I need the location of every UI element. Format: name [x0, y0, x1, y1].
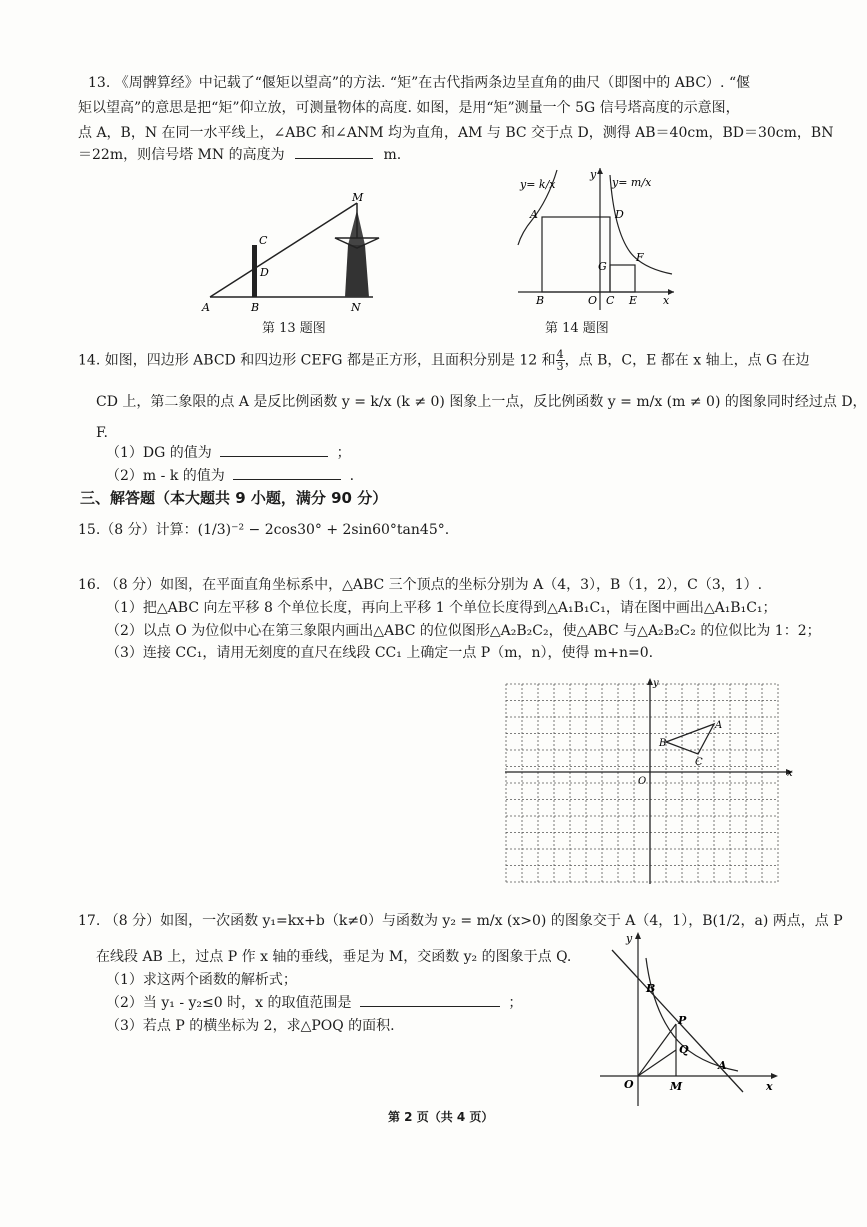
- q14-sub2-text: （2）m - k 的值为: [106, 468, 225, 484]
- curve-y2: [646, 958, 738, 1071]
- q13-line4-text: ＝22m，则信号塔 MN 的高度为: [78, 147, 285, 163]
- label-E: E: [629, 294, 638, 307]
- q17-label-O: O: [624, 1078, 634, 1091]
- q17-sub2: [106, 994, 522, 1012]
- q14-sub2-blank[interactable]: [233, 467, 341, 480]
- label-C: C: [606, 294, 615, 307]
- label-D: D: [260, 266, 269, 279]
- label-fn-m: y= m/x: [612, 176, 652, 189]
- q17-sub2-end: ；: [508, 995, 523, 1011]
- q14-sub2-end: .: [349, 468, 355, 484]
- grid-label-C: C: [695, 757, 703, 768]
- q13-line3: 点 A，B，N 在同一水平线上，∠ABC 和∠ANM 均为直角，AM 与 BC 交于点 D，测得 AB＝40cm，BD＝30cm，BN: [78, 125, 834, 141]
- q17-line2: 在线段 AB 上，过点 P 作 x 轴的垂线，垂足为 M，交函数 y₂ 的图象于点 Q.: [96, 949, 572, 965]
- q17-label-M: M: [670, 1080, 683, 1093]
- label-y: y: [590, 168, 597, 181]
- y-arrow: [597, 168, 603, 174]
- frac-den: 3: [556, 360, 564, 373]
- label-D: D: [615, 208, 624, 221]
- q13-caption: 第 13 题图: [262, 321, 326, 336]
- q16-grid: [505, 676, 795, 884]
- q14-line3: F.: [96, 425, 108, 441]
- q17-sub3: （3）若点 P 的横坐标为 2，求△POQ 的面积.: [106, 1018, 395, 1034]
- grid-label-x: x: [787, 768, 793, 779]
- ruler-bar: [252, 245, 257, 297]
- q17-line1-a: 17. （8 分）如图，一次函数 y₁=kx+b（k≠0）与函数为 y₂ =: [78, 913, 473, 929]
- q17-label-A: A: [718, 1059, 727, 1072]
- q17-figure: [598, 928, 783, 1108]
- page-footer: 第 2 页（共 4 页）: [388, 1110, 494, 1124]
- tower-base: [345, 245, 369, 297]
- grid-label-B: B: [659, 738, 667, 749]
- square-CEFG: [610, 265, 635, 292]
- q14-line1: [78, 349, 810, 372]
- q13-line1: 13. 《周髀算经》中记载了“偃矩以望高”的方法. “矩”在古代指两条边呈直角的曲尺（即图中的 ABC）. “偃: [88, 75, 751, 91]
- q14-fraction: [556, 349, 565, 372]
- q13-line4-unit: m.: [383, 147, 402, 163]
- q17-label-y: y: [626, 932, 633, 945]
- q14-figure: [512, 160, 682, 315]
- q17-sub2-text: （2）当 y₁ - y₂≤0 时，x 的取值范围是: [106, 995, 352, 1011]
- q17-x-arrow: [771, 1073, 778, 1079]
- q17-label-Q: Q: [679, 1043, 689, 1056]
- q16-sub3: （3）连接 CC₁，请用无刻度的直尺在线段 CC₁ 上确定一点 P（m，n），使得 m+n=0.: [106, 645, 654, 661]
- label-O: O: [588, 294, 598, 307]
- q14-caption: 第 14 题图: [545, 321, 609, 336]
- segment-OQ: [638, 1050, 676, 1076]
- q17-label-B: B: [646, 982, 656, 995]
- q14-sub1-end: ；: [336, 445, 351, 461]
- label-fn-k: y= k/x: [520, 178, 556, 191]
- label-M: M: [352, 191, 364, 204]
- grid-label-O: O: [638, 776, 647, 787]
- section-3-heading: 三、解答题（本大题共 9 小题，满分 90 分）: [80, 489, 388, 507]
- q13-line4: [78, 146, 401, 164]
- q17-line1-b: m/x (x>0) 的图象交于 A（4，1），B(1/2，a) 两点，点 P: [476, 913, 843, 929]
- segment-OP: [638, 1024, 676, 1076]
- grid-label-y: y: [653, 678, 659, 689]
- frac-num: 4: [556, 348, 564, 361]
- q17-label-P: P: [678, 1014, 687, 1027]
- label-B: B: [251, 301, 260, 314]
- q16-line1: 16. （8 分）如图，在平面直角坐标系中，△ABC 三个顶点的坐标分别为 A（4，3），B（1，2），C（3，1）.: [78, 577, 763, 593]
- label-B: B: [536, 294, 545, 307]
- q17-y-arrow: [635, 932, 641, 939]
- q14-sub1-blank[interactable]: [220, 444, 328, 457]
- q13-answer-blank[interactable]: [295, 146, 373, 159]
- q14-line1-text: 14. 如图，四边形 ABCD 和四边形 CEFG 都是正方形，且面积分别是 12 和: [78, 352, 556, 369]
- q15: 15.（8 分）计算：(1/3)⁻² − 2cos30° + 2sin60°tan45°.: [78, 522, 450, 538]
- triangle-ABC: [666, 724, 714, 754]
- grid-label-A: A: [715, 720, 723, 731]
- label-A: A: [202, 301, 210, 314]
- q14-line2: [96, 393, 867, 411]
- q17-sub1: （1）求这两个函数的解析式；: [106, 972, 297, 988]
- q14-line1-rest: ，点 B，C，E 都在 x 轴上，点 G 在边: [564, 352, 810, 369]
- q14-line2-c: 的图象同时经过点 D，: [724, 394, 867, 410]
- q14-sub1: [106, 444, 351, 462]
- q14-line2-a: CD 上，第二象限的点 A 是反比例函数: [96, 394, 338, 410]
- q14-sub1-text: （1）DG 的值为: [106, 445, 212, 461]
- q14-fn2: y = m/x (m ≠ 0): [607, 394, 721, 410]
- q14-fn1: y = k/x (k ≠ 0): [341, 394, 445, 410]
- q13-figure: [195, 190, 395, 320]
- q13-line2: 矩以望高”的意思是把“矩”仰立放，可测量物体的高度. 如图，是用“矩”测量一个 5G 信号塔高度的示意图，: [78, 100, 740, 116]
- label-C: C: [259, 234, 268, 247]
- label-A: A: [530, 208, 538, 221]
- label-F: F: [636, 251, 644, 264]
- sight-line: [210, 203, 357, 297]
- q14-line2-b: 图象上一点，反比例函数: [449, 394, 604, 410]
- label-N: N: [351, 301, 361, 314]
- q14-sub2: [106, 467, 354, 485]
- label-x: x: [663, 294, 670, 307]
- label-G: G: [598, 260, 607, 273]
- q17-label-x: x: [766, 1080, 773, 1093]
- q17-sub2-blank[interactable]: [360, 994, 500, 1007]
- q16-sub2: （2）以点 O 为位似中心在第三象限内画出△ABC 的位似图形△A₂B₂C₂，使△ABC 与△A₂B₂C₂ 的位似比为 1：2；: [106, 623, 821, 639]
- q16-sub1: （1）把△ABC 向左平移 8 个单位长度，再向上平移 1 个单位长度得到△A₁B₁C₁，请在图中画出△A₁B₁C₁；: [106, 600, 777, 616]
